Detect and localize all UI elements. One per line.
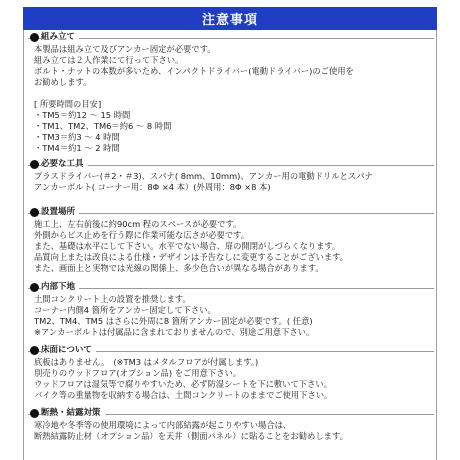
section-bullet (30, 346, 39, 355)
text-line: 寒冷地や冬季等の使用環境によって内部結露が起こりやすい場合は、 (34, 420, 292, 430)
section-title: 断熱・結露対策 (41, 407, 105, 419)
text-line: ・TM3＝約3 ～ 4 時間 (34, 132, 120, 142)
section-title: 床面について (41, 344, 96, 356)
text-line: バイク等の重量物を収納する場合は、土間コンクリートのままでご使用下さい。 (34, 390, 333, 400)
section-insulation (28, 408, 434, 442)
text-line: また、基礎は水平にして下さい。水平でない場合、扉の開閉がしづらくなります。 (34, 241, 341, 251)
text-line: 施工上、左右前後に約90cm 程のスペースが必要です。 (34, 219, 242, 229)
notice-header (23, 7, 437, 30)
section-bullet (30, 33, 39, 42)
text-line: プラスドライバー(＃2・＃3)、スパナ( 8mm、10mm)、アンカー用の電動ドリルとスパナ (34, 171, 373, 181)
section-bullet (30, 283, 39, 292)
notice-title: 注意事項 (201, 13, 258, 28)
text-line (34, 88, 434, 99)
section-title: 必要な工具 (41, 158, 88, 170)
text-line: アンカーボルト( コーナー用：8Φ ×4 本）(外周用：8Φ ×8 本) (34, 182, 271, 192)
text-line: TM2、TM4、TM5 はさらに外周に8 箇所アンカー固定が必要です。( 任意) (34, 316, 313, 326)
text-line: 断熱結露防止材（オプション品）を天井（側面パネル）に貼ることをお勧めします。 (34, 431, 348, 441)
text-line: 底板はありません。 (※TM3 はメタルフロアが付属します。) (34, 357, 259, 367)
text-line: お勧めします。 (34, 77, 92, 87)
section-location (28, 207, 434, 274)
section-body (28, 219, 434, 274)
text-line: コーナー内側4 箇所をアンカー固定して下さい。 (34, 305, 216, 315)
section-title: 内部下地 (41, 281, 79, 293)
section-bullet (30, 409, 39, 418)
section-foundation (28, 282, 434, 338)
text-line: 土間コンクリート上の設置を推奨します。 (34, 294, 191, 304)
text-line: 本製品は組み立て及びアンカー固定が必要です。 (34, 44, 216, 54)
text-line: 品質向上または改良による仕様・デザインは予告なしに変更することがございます。 (34, 252, 349, 262)
section-body (28, 171, 434, 193)
section-body (28, 44, 434, 154)
section-body (28, 420, 434, 442)
section-bullet (30, 160, 39, 169)
text-line: ・TM1、TM2、TM6＝約6 ～ 8 時間 (34, 121, 172, 131)
text-line: ウッドフロアは湿気等で腐りやすいため、必ず防湿シートを下に敷いて下さい。 (34, 379, 332, 389)
text-line: 別売りのウッドフロア(オプション品) をご用意下さい。 (34, 368, 242, 378)
section-tools (28, 159, 434, 193)
section-body (28, 294, 434, 338)
section-bullet (30, 208, 39, 217)
section-title: 設置場所 (41, 206, 79, 218)
text-line: ※アンカーボルトは付属品に含まれておりませんので、別途ご用意下さい。 (34, 327, 315, 337)
text-line: ・TM4＝約1 ～ 2 時間 (34, 143, 120, 153)
text-line: [ 所要時間の目安] (34, 99, 102, 109)
text-line: 組み立ては２人作業にて行って下さい。 (34, 55, 184, 65)
section-assembly (28, 32, 434, 154)
section-body (28, 357, 434, 401)
section-floor (28, 345, 434, 401)
text-line: 外側からビス止めを行う際に作業可能な広さが必要です。 (34, 230, 250, 240)
text-line: また、画面上と実物では光線の関係上、多少色合いが異なる場合があります。 (34, 263, 324, 273)
text-line: ボルト・ナットの本数が多いため、インパクトドライバー(電動ドライバー)のご使用を (34, 66, 354, 76)
text-line: ・TM5＝約12 ～ 15 時間 (34, 110, 131, 120)
section-title: 組み立て (41, 31, 79, 43)
